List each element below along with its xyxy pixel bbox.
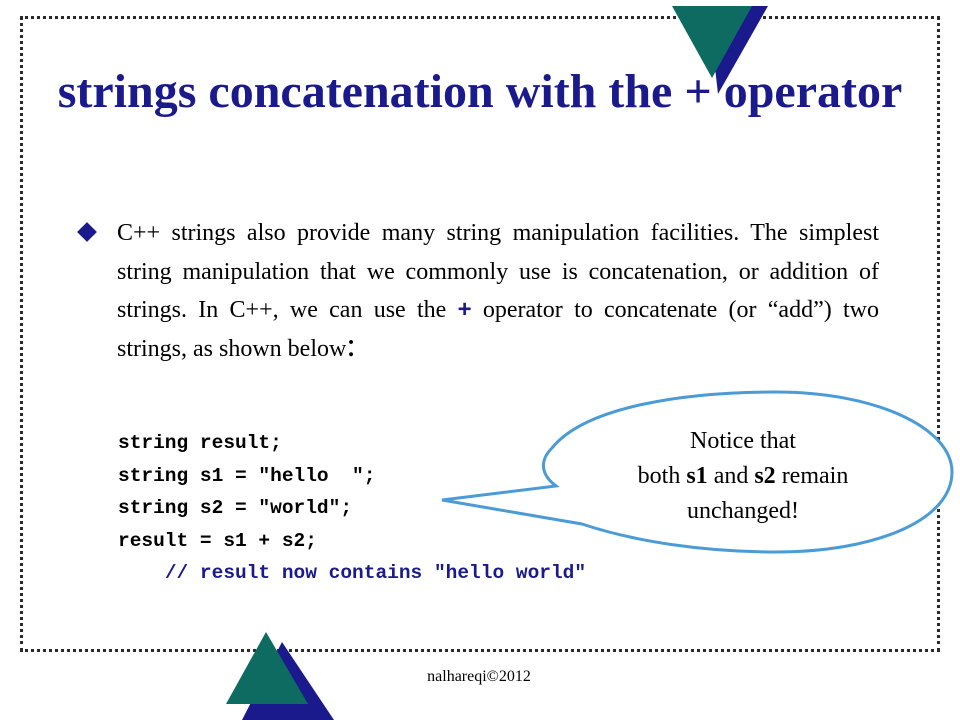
footer-copyright: nalhareqi©2012: [427, 668, 531, 685]
plus-operator-symbol: +: [457, 296, 472, 323]
bullet-text-start: C++ strings also provide many string manipulation facilities. The simplest string manipulation that we commonly use is concatenation, or addition of strings. In C++, we can use the: [117, 220, 879, 323]
bullet-text-end: operator to concatenate (or “add”) two strings, as shown below: [117, 297, 879, 362]
callout-line-3: unchanged!: [687, 498, 799, 524]
code-comment: [118, 557, 586, 590]
callout-text: [578, 424, 908, 529]
callout-text-and: and: [707, 463, 755, 489]
bullet-paragraph: [117, 214, 879, 368]
code-line: string s1 = "hello ";: [118, 464, 376, 487]
code-comment-text: // result now contains "hello world": [164, 562, 587, 584]
callout-var-s2: s2: [754, 463, 776, 489]
code-line: string s2 = "world";: [118, 497, 353, 519]
bullet-colon: :: [346, 326, 356, 364]
slide-title: strings concatenation with the + operator: [57, 65, 903, 118]
code-line: result = s1 + s2;: [118, 529, 317, 552]
callout-text-both: both: [637, 463, 687, 489]
callout-var-s1: s1: [686, 463, 708, 489]
callout-text-remain: remain: [775, 463, 849, 489]
code-line: string result;: [118, 432, 282, 454]
triangle-decoration-bottom: [222, 628, 334, 720]
callout-line-2: [578, 459, 908, 494]
callout-line-1: Notice that: [690, 428, 796, 454]
